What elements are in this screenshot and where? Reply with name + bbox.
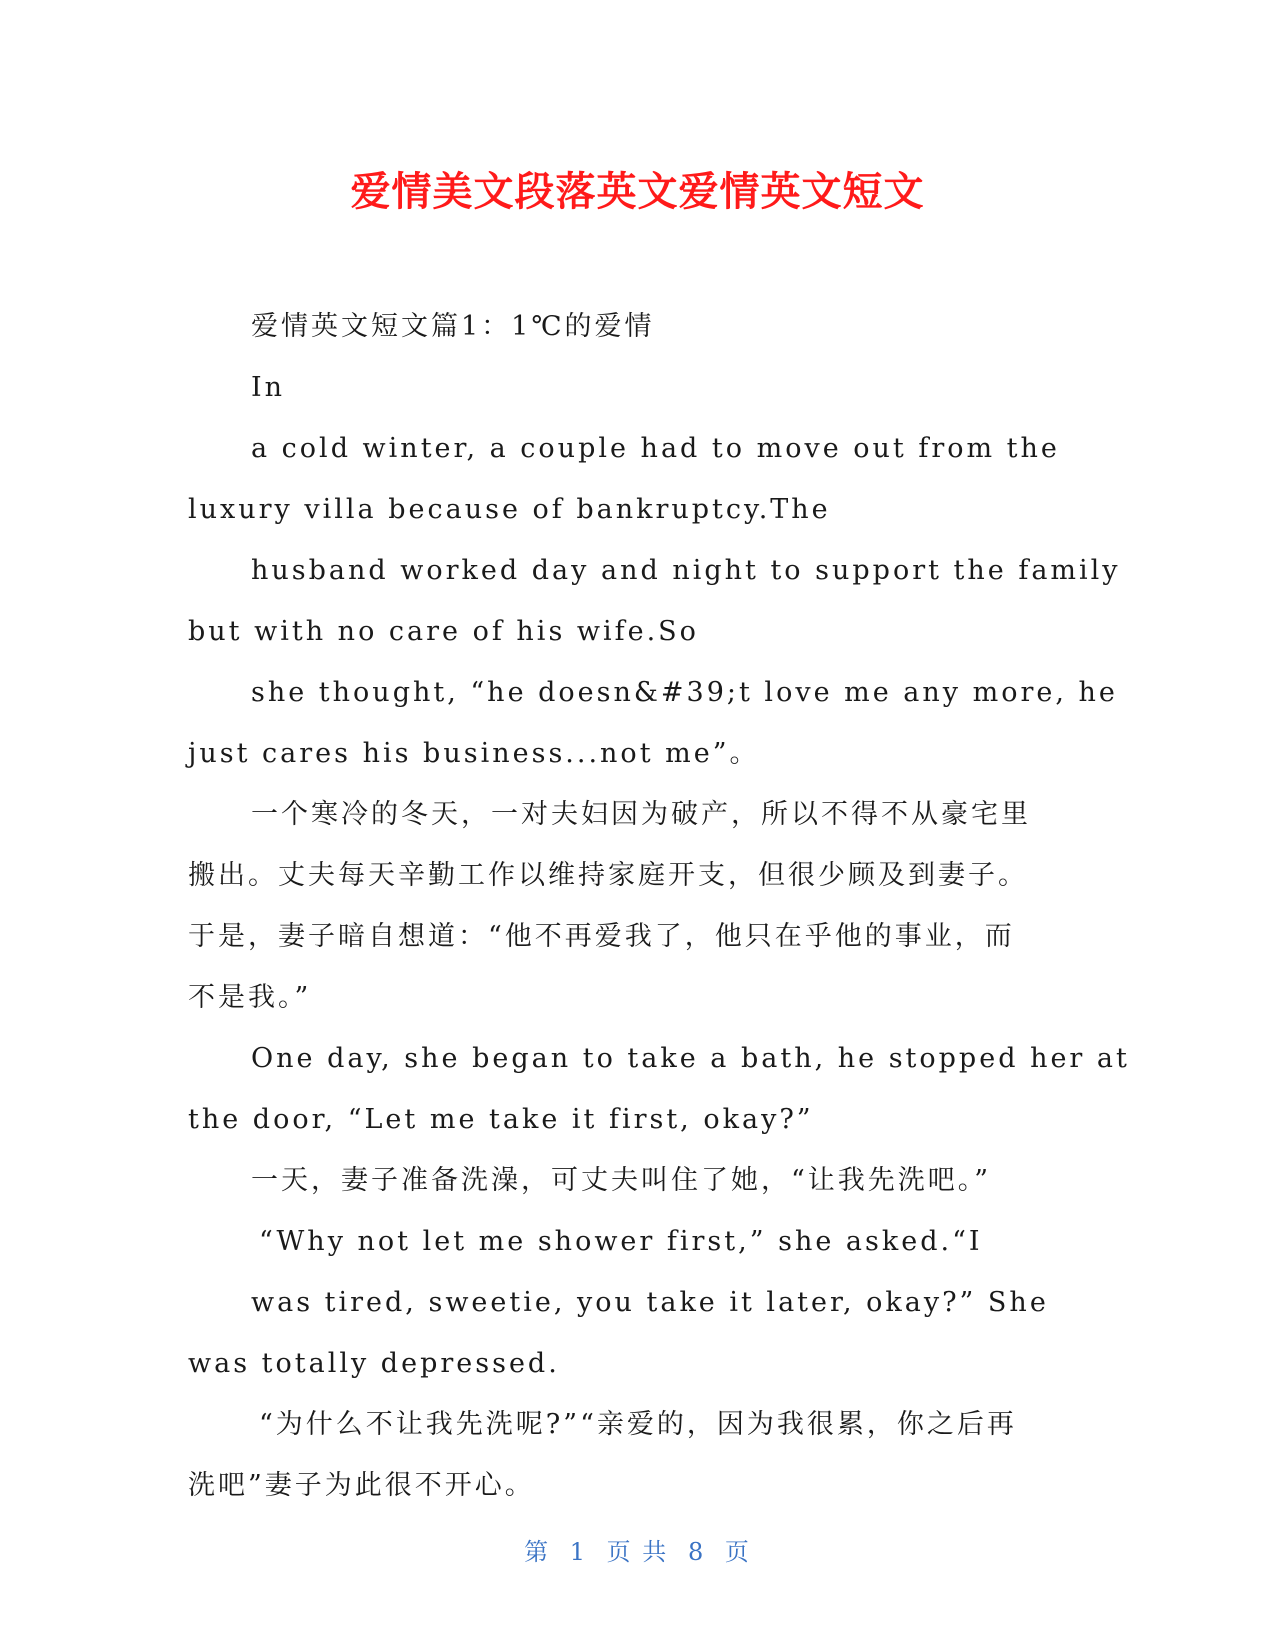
paragraph-line: but with no care of his wife.So	[188, 616, 699, 647]
page-suffix: 页	[724, 1538, 751, 1566]
paragraph-line: 一个寒冷的冬天，一对夫妇因为破产，所以不得不从豪宅里	[251, 799, 1031, 830]
paragraph-line: luxury villa because of bankruptcy.The	[188, 494, 831, 525]
paragraph-line: “为什么不让我先洗呢?”“亲爱的，因为我很累，你之后再	[259, 1409, 1017, 1440]
paragraph-line: 于是，妻子暗自想道：“他不再爱我了，他只在乎他的事业，而	[188, 921, 1015, 952]
page-mid: 页 共	[606, 1538, 669, 1566]
paragraph-line: One day, she began to take a bath, he stopped her at	[251, 1043, 1130, 1074]
paragraph-line: 一天，妻子准备洗澡，可丈夫叫住了她，“让我先洗吧。”	[251, 1165, 992, 1196]
paragraph-line: the door, “Let me take it first, okay?”	[188, 1104, 814, 1135]
paragraph-line: husband worked day and night to support the family	[251, 555, 1121, 586]
section-heading: 爱情英文短文篇1：1℃的爱情	[251, 311, 655, 342]
paragraph-line: “Why not let me shower first,” she asked.“I	[259, 1226, 983, 1257]
paragraph-line: just cares his business...not me”。	[188, 738, 760, 769]
page-prefix: 第	[524, 1538, 551, 1566]
paragraph-line: 洗吧”妻子为此很不开心。	[188, 1470, 535, 1501]
page-current: 1	[569, 1538, 588, 1566]
paragraph-line: 不是我。”	[188, 982, 312, 1013]
page-number-footer	[0, 1532, 1275, 1567]
paragraph-line: was tired, sweetie, you take it later, okay?” She	[251, 1287, 1049, 1318]
paragraph-line: In	[251, 372, 286, 403]
paragraph-line: she thought, “he doesn&#39;t love me any more, he	[251, 677, 1118, 708]
page-total: 8	[687, 1538, 706, 1566]
paragraph-line: a cold winter, a couple had to move out from the	[251, 433, 1060, 464]
document-body	[188, 296, 1130, 1516]
paragraph-line: was totally depressed.	[188, 1348, 560, 1379]
document-title: 爱情美文段落英文爱情英文短文	[350, 169, 925, 215]
paragraph-line: 搬出。丈夫每天辛勤工作以维持家庭开支，但很少顾及到妻子。	[188, 860, 1028, 891]
